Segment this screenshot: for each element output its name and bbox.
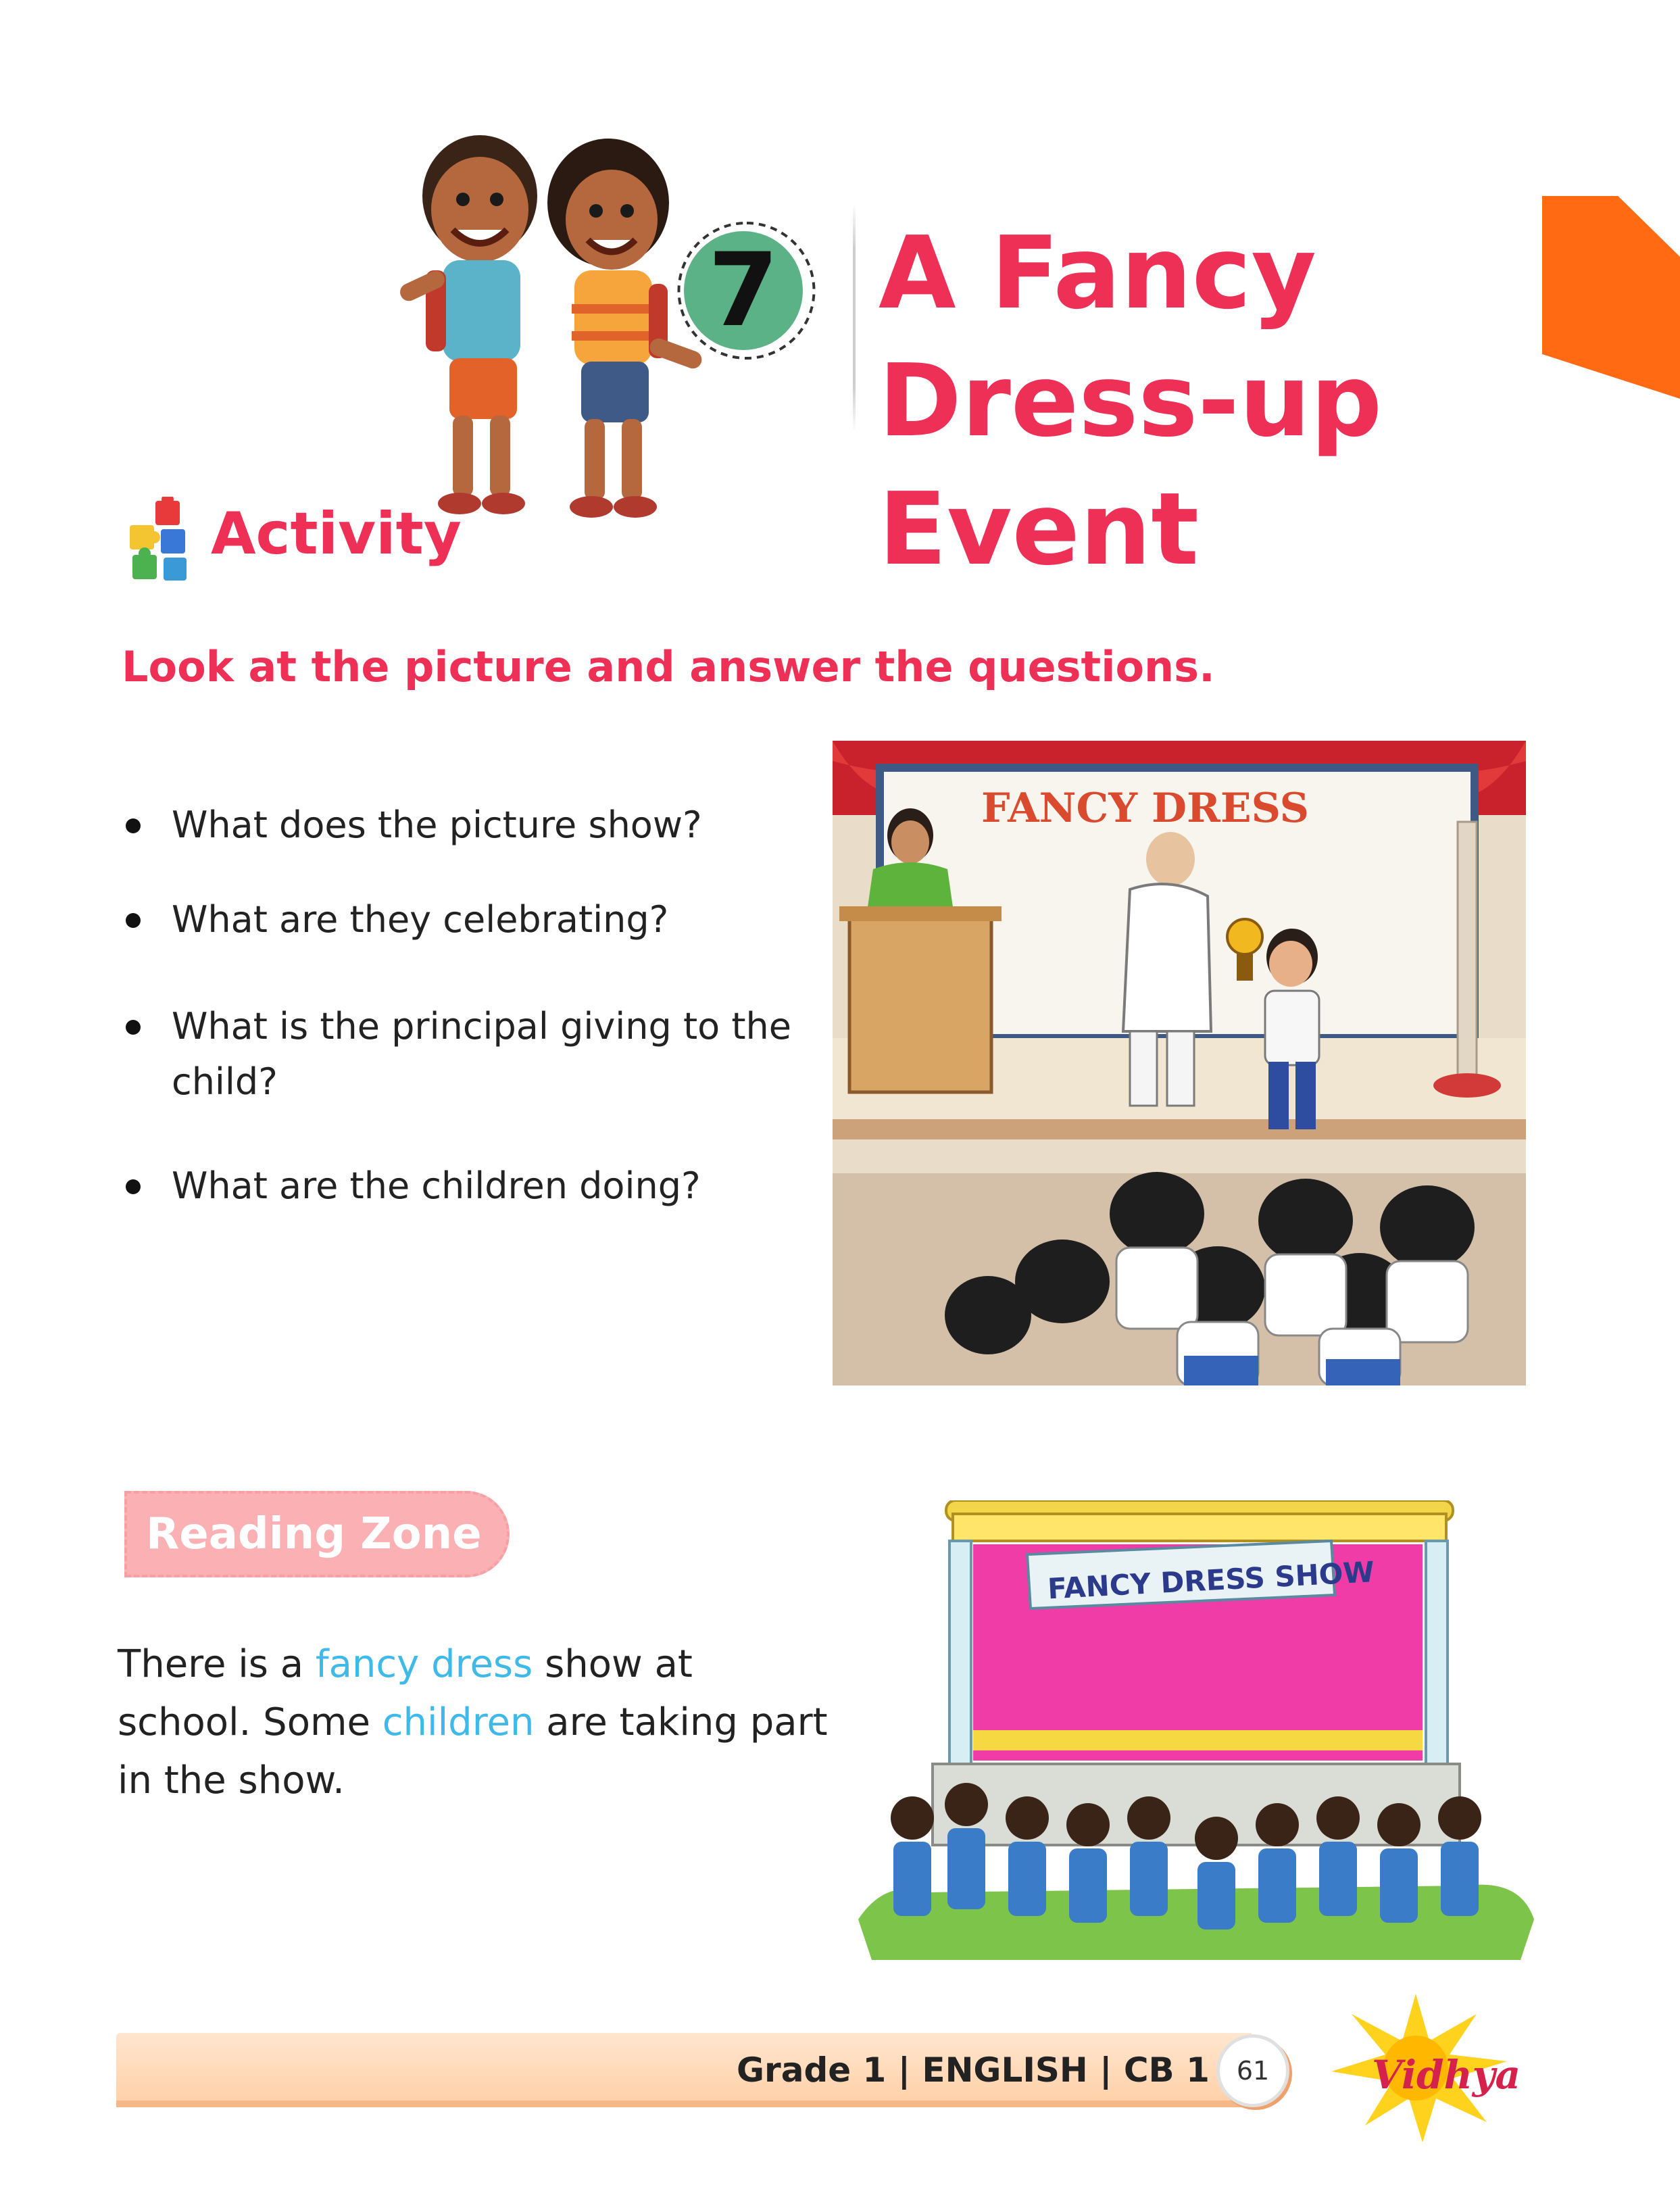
reading-text-part: are taking part in the show. — [118, 1700, 828, 1802]
question-item: What are they celebrating? — [122, 892, 820, 948]
title-divider — [853, 203, 856, 433]
logo-text: Vidhya — [1372, 2052, 1521, 2098]
question-item: What is the principal giving to the child? — [122, 999, 820, 1110]
puzzle-pieces-icon — [123, 497, 197, 585]
chapter-title-line-2: Dress-up — [879, 343, 1383, 460]
footer-text: Grade 1 | ENGLISH | CB 1 — [737, 2051, 1210, 2090]
orange-corner-tab — [1542, 196, 1680, 399]
page-number: 61 — [1236, 2056, 1270, 2086]
question-item: What does the picture show? — [122, 797, 820, 853]
activity-label: Activity — [211, 500, 462, 568]
chapter-title-line-1: A Fancy — [879, 215, 1316, 331]
chapter-number: 7 — [708, 232, 779, 349]
boy-figure — [397, 135, 537, 514]
fancy-dress-show-picture — [858, 1500, 1534, 1960]
stage-banner-text: FANCY DRESS — [981, 785, 1309, 832]
reading-passage — [118, 1636, 834, 1810]
reading-zone-label: Reading Zone — [146, 1509, 482, 1559]
stage-prize-picture — [833, 741, 1526, 1385]
chapter-title — [879, 210, 1392, 593]
activity-instruction: Look at the picture and answer the questions. — [122, 642, 1215, 691]
show-banner-text: FANCY DRESS SHOW — [1047, 1555, 1375, 1606]
reading-text-part: There is a — [118, 1642, 316, 1686]
reading-text-part: show at school. Some — [118, 1642, 693, 1744]
chapter-title-line-3: Event — [879, 470, 1200, 587]
question-item: What are the children doing? — [122, 1158, 820, 1214]
highlighted-word: fancy dress — [315, 1642, 533, 1686]
highlighted-word: children — [382, 1700, 535, 1744]
vidhya-logo — [1304, 1987, 1527, 2149]
